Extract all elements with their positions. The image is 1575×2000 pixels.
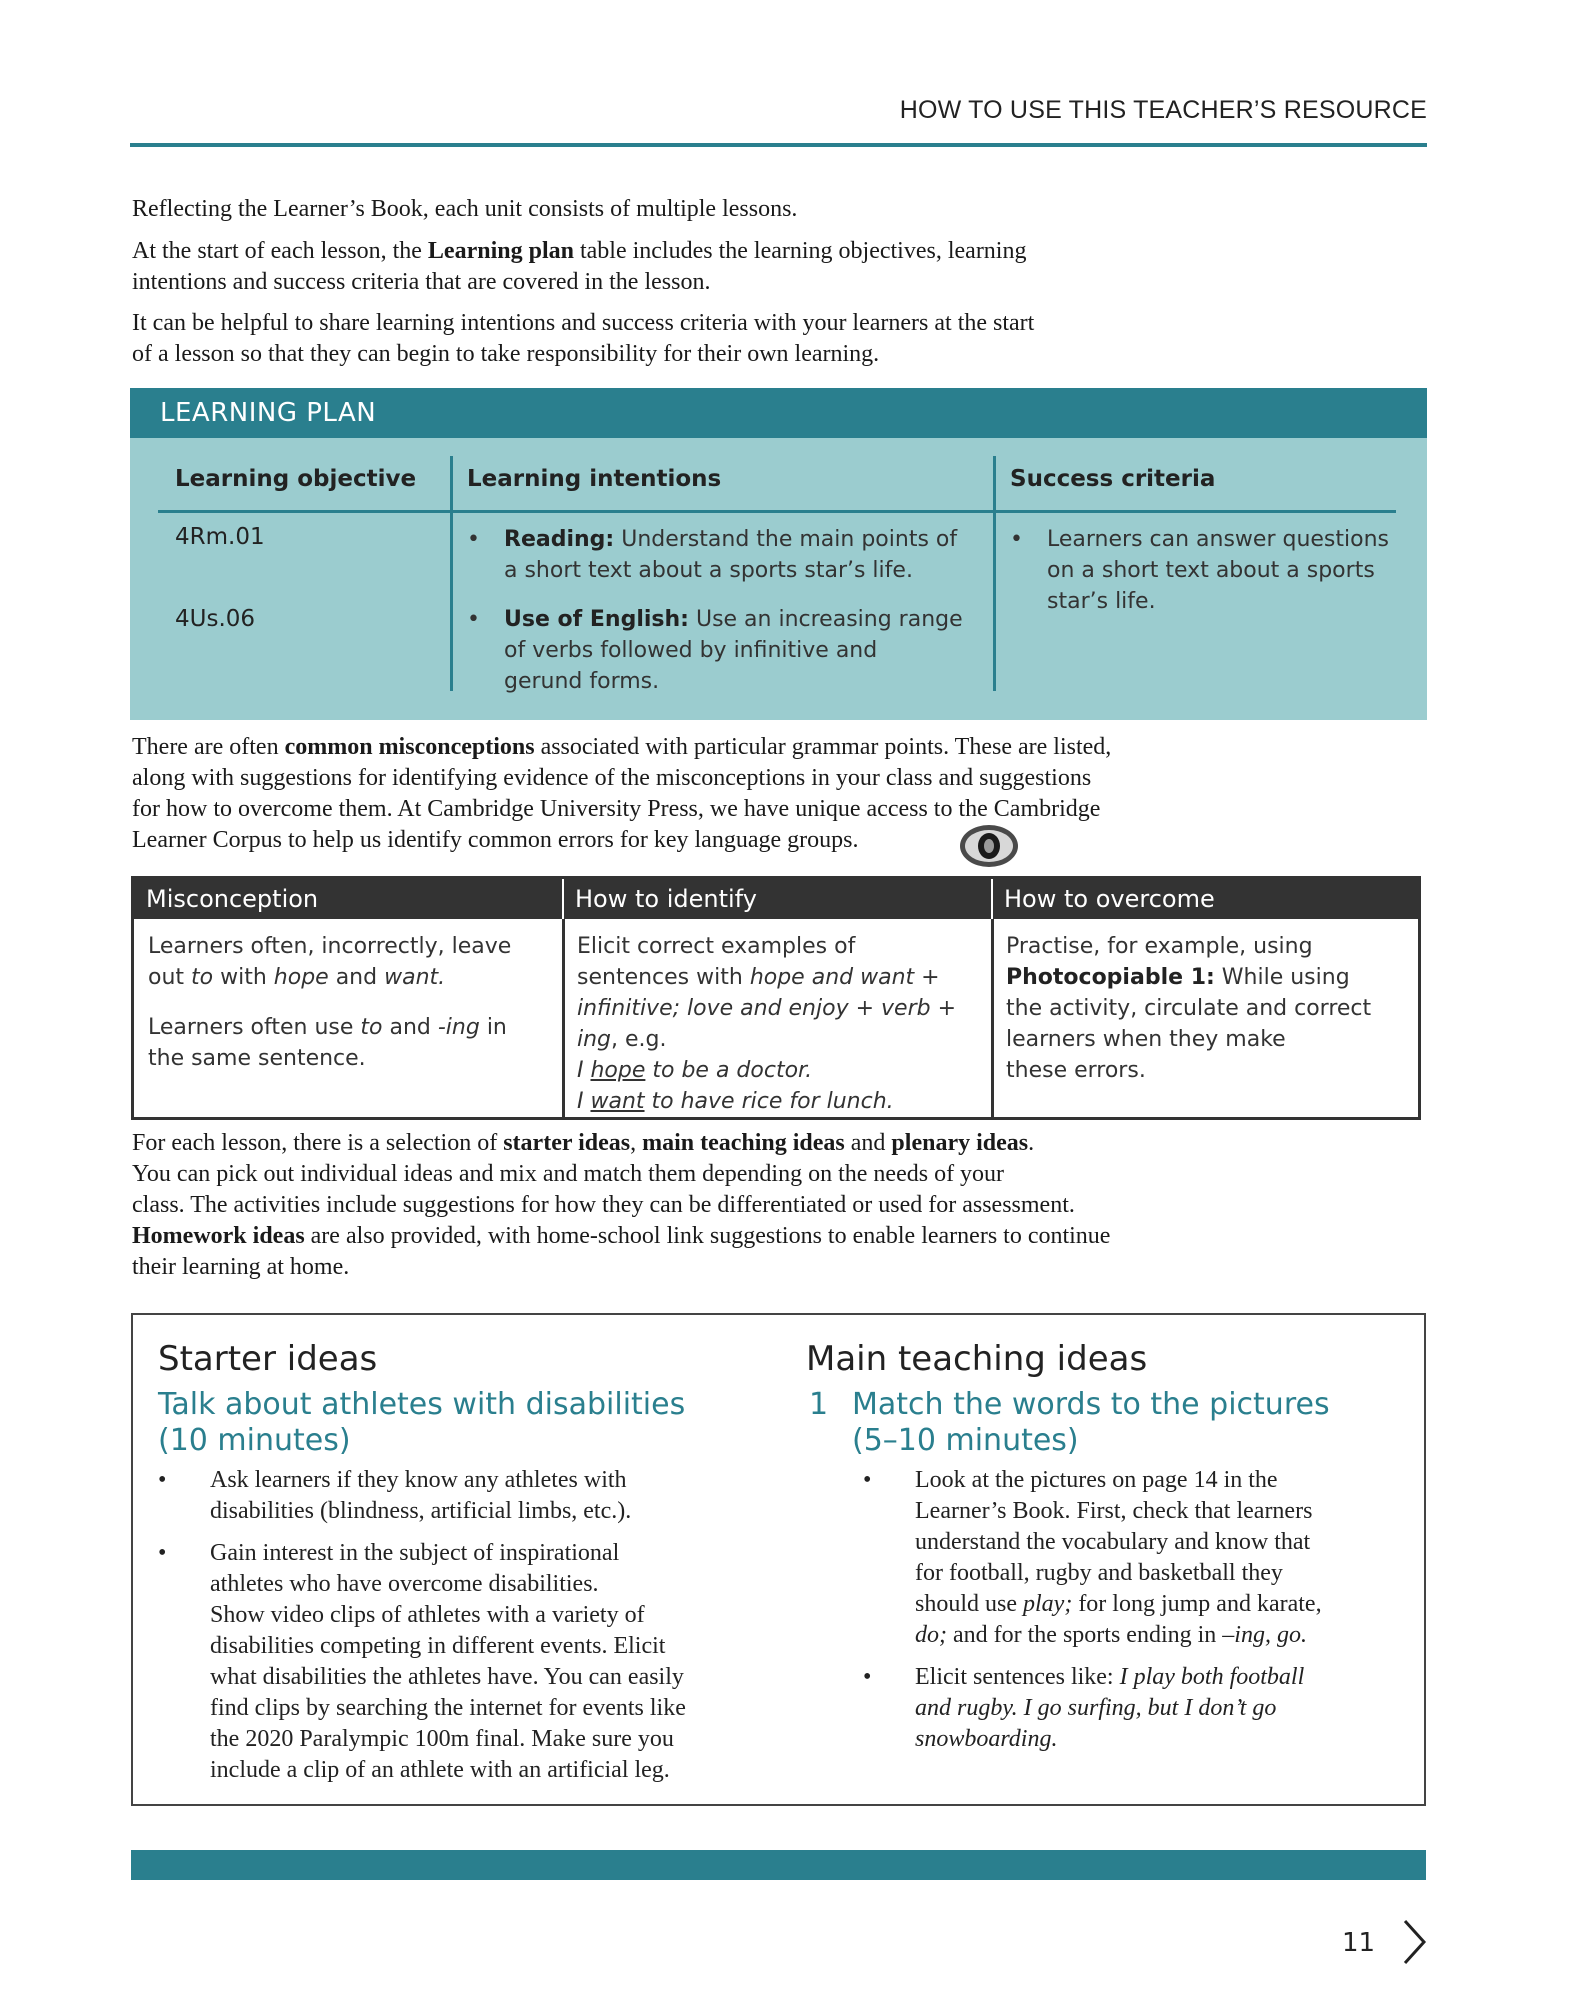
text: Learners often, incorrectly, leave xyxy=(148,934,512,959)
text: should use xyxy=(915,1591,1023,1617)
intro-paragraph-1: Reflecting the Learner’s Book, each unit consists of multiple lessons. xyxy=(132,196,798,222)
text: in xyxy=(479,1015,507,1040)
text: While using xyxy=(1214,965,1350,990)
objective-code: 4Us.06 xyxy=(175,606,256,632)
text xyxy=(504,524,977,586)
list-item xyxy=(863,1465,1403,1651)
main-bullets xyxy=(863,1465,1403,1766)
text: gerund forms. xyxy=(504,669,660,694)
bullet: • xyxy=(467,607,480,632)
learning-plan-bold: Learning plan xyxy=(427,238,574,264)
text: I xyxy=(577,1058,591,1083)
text: of verbs followed by infinitive and xyxy=(504,638,878,663)
text: , xyxy=(630,1130,643,1156)
text: a short text about a sports star’s life. xyxy=(504,558,913,583)
text: disabilities competing in different events. Elicit xyxy=(210,1633,666,1659)
text: to have rice for lunch. xyxy=(644,1089,894,1114)
text: class. The activities include suggestions for how they can be differentiated or used for assessment. xyxy=(132,1192,1075,1218)
corpus-eye-icon xyxy=(958,822,1020,870)
bullet: • xyxy=(1010,527,1023,552)
criteria-item xyxy=(1010,524,1410,617)
text: At the start of each lesson, the xyxy=(132,238,428,264)
text: disabilities (blindness, artificial limbs, etc.). xyxy=(210,1498,632,1524)
text: Match the words to the pictures xyxy=(852,1387,1330,1422)
text xyxy=(504,604,977,697)
overcome-cell xyxy=(1006,931,1411,1086)
header-divider xyxy=(562,879,564,919)
bullet: • xyxy=(158,1467,167,1493)
list-item xyxy=(158,1465,758,1527)
text: with xyxy=(213,965,274,990)
learning-plan-title: LEARNING PLAN xyxy=(130,388,1427,438)
text: to xyxy=(360,1015,383,1040)
text: are also provided, with home-school link suggestions to enable learners to continue xyxy=(304,1223,1111,1249)
text: and for the sports ending in xyxy=(947,1622,1223,1648)
text: Use an increasing range xyxy=(688,607,963,632)
text: intentions and success criteria that are covered in the lesson. xyxy=(132,269,711,295)
text: , e.g. xyxy=(611,1027,667,1052)
header-underline xyxy=(996,510,1396,513)
learning-plan-table xyxy=(130,438,1427,720)
col-how-to-identify: How to identify xyxy=(575,885,757,913)
text: do; xyxy=(915,1622,947,1648)
photocopiable-bold: Photocopiable 1: xyxy=(1006,965,1215,990)
text: Look at the pictures on page 14 in the xyxy=(915,1467,1278,1493)
table-header-row xyxy=(134,879,1418,919)
main-activity-title xyxy=(852,1387,1392,1459)
intention-item xyxy=(467,604,977,697)
text: Show video clips of athletes with a variety of xyxy=(210,1602,645,1628)
main-teaching-ideas-title: Main teaching ideas xyxy=(806,1339,1148,1379)
text: to be a doctor. xyxy=(645,1058,813,1083)
text: (5–10 minutes) xyxy=(852,1423,1079,1458)
text: It can be helpful to share learning intentions and success criteria with your learners at the start xyxy=(132,310,1035,336)
starter-bullets xyxy=(158,1465,758,1797)
text: Understand the main points of xyxy=(614,527,958,552)
text: out xyxy=(148,965,192,990)
text: Gain interest in the subject of inspirational xyxy=(210,1540,620,1566)
misconception-cell xyxy=(148,931,553,1074)
bullet: • xyxy=(467,527,480,552)
text: Learners often use xyxy=(148,1015,361,1040)
chevron-right-icon[interactable] xyxy=(1400,1918,1428,1966)
identify-cell xyxy=(577,931,982,1117)
header-divider xyxy=(991,879,993,919)
col-success-criteria: Success criteria xyxy=(1010,466,1216,492)
column-divider xyxy=(450,456,453,691)
text: starter ideas xyxy=(503,1130,631,1156)
col-learning-intentions: Learning intentions xyxy=(467,466,722,492)
text: on a short text about a sports xyxy=(1047,558,1375,583)
misconceptions-table xyxy=(131,876,1421,1120)
text: the activity, circulate and correct xyxy=(1006,996,1372,1021)
text: to xyxy=(191,965,214,990)
header-rule xyxy=(130,143,1427,147)
text: want xyxy=(590,1089,645,1114)
text: include a clip of an athlete with an artificial leg. xyxy=(210,1757,670,1783)
text: their learning at home. xyxy=(132,1254,350,1280)
starter-activity-title xyxy=(158,1387,718,1459)
text: for how to overcome them. At Cambridge University Press, we have unique access to the Cambridge xyxy=(132,796,1101,822)
list-item xyxy=(158,1538,758,1786)
text: the 2020 Paralympic 100m final. Make sure you xyxy=(210,1726,674,1752)
text: athletes who have overcome disabilities. xyxy=(210,1571,599,1597)
misconception-1 xyxy=(148,931,553,993)
text: Elicit correct examples of xyxy=(577,934,856,959)
text: . xyxy=(1028,1130,1035,1156)
text: table includes the learning objectives, learning xyxy=(573,238,1027,264)
text xyxy=(1047,524,1410,617)
text: Ask learners if they know any athletes with xyxy=(210,1467,627,1493)
text: For each lesson, there is a selection of xyxy=(132,1130,504,1156)
misconception-2 xyxy=(148,1012,553,1074)
bullet: • xyxy=(863,1664,872,1690)
text: hope xyxy=(590,1058,646,1083)
text: associated with particular grammar points. These are listed, xyxy=(534,734,1112,760)
text: and xyxy=(328,965,385,990)
text: Elicit sentences like: xyxy=(915,1664,1120,1690)
text: –ing, go. xyxy=(1222,1622,1307,1648)
text: infinitive; love and enjoy + verb + xyxy=(577,996,957,1021)
list-item xyxy=(863,1662,1403,1755)
text: for long jump and karate, xyxy=(1072,1591,1322,1617)
bullet: • xyxy=(863,1467,872,1493)
text: and rugby. I go surfing, but I don’t go xyxy=(915,1695,1277,1721)
text: hope and want + xyxy=(749,965,940,990)
homework-ideas-bold: Homework ideas xyxy=(132,1223,305,1249)
text: understand the vocabulary and know that xyxy=(915,1529,1311,1555)
use-of-english-label: Use of English: xyxy=(504,607,689,632)
text: play; xyxy=(1023,1591,1073,1617)
col-learning-objective: Learning objective xyxy=(175,466,417,492)
text: want. xyxy=(384,965,446,990)
intention-item xyxy=(467,524,977,586)
text: what disabilities the athletes have. You can easily xyxy=(210,1664,684,1690)
intro-paragraph-2 xyxy=(132,236,1232,298)
text: and xyxy=(844,1130,892,1156)
starter-ideas-title: Starter ideas xyxy=(158,1339,378,1379)
ideas-intro xyxy=(132,1128,1282,1283)
activity-number: 1 xyxy=(809,1387,829,1422)
text: -ing xyxy=(437,1015,480,1040)
text: ing xyxy=(577,1027,612,1052)
column-divider xyxy=(993,456,996,691)
text: along with suggestions for identifying evidence of the misconceptions in your class and suggestions xyxy=(132,765,1092,791)
text: for football, rugby and basketball they xyxy=(915,1560,1283,1586)
text: star’s life. xyxy=(1047,589,1156,614)
intro-paragraph-3 xyxy=(132,308,1232,370)
bullet: • xyxy=(158,1540,167,1566)
text: of a lesson so that they can begin to take responsibility for their own learning. xyxy=(132,341,880,367)
text: You can pick out individual ideas and mix and match them depending on the needs of your xyxy=(132,1161,1005,1187)
text: and xyxy=(382,1015,438,1040)
text: Practise, for example, using xyxy=(1006,934,1313,959)
text: main teaching ideas xyxy=(642,1130,845,1156)
text: the same sentence. xyxy=(148,1046,366,1071)
misconceptions-intro xyxy=(132,732,1282,856)
page-number: 11 xyxy=(1342,1928,1376,1958)
ideas-box xyxy=(131,1313,1426,1806)
footer-bar xyxy=(131,1850,1426,1880)
text: There are often xyxy=(132,734,285,760)
text: snowboarding. xyxy=(915,1726,1058,1752)
text: these errors. xyxy=(1006,1058,1146,1083)
header-underline xyxy=(453,510,993,513)
text: hope xyxy=(273,965,329,990)
header-underline xyxy=(158,510,450,513)
text: Learner’s Book. First, check that learners xyxy=(915,1498,1313,1524)
text: plenary ideas xyxy=(891,1130,1029,1156)
text: (10 minutes) xyxy=(158,1423,351,1458)
text: sentences with xyxy=(577,965,750,990)
text: find clips by searching the internet for events like xyxy=(210,1695,686,1721)
text: I xyxy=(577,1089,591,1114)
text: I play both football xyxy=(1119,1664,1305,1690)
text: Talk about athletes with disabilities xyxy=(158,1387,686,1422)
col-misconception: Misconception xyxy=(146,885,319,913)
objective-code: 4Rm.01 xyxy=(175,524,265,550)
text: learners when they make xyxy=(1006,1027,1286,1052)
running-header: HOW TO USE THIS TEACHER’S RESOURCE xyxy=(899,96,1427,124)
reading-label: Reading: xyxy=(504,527,615,552)
text: Learners can answer questions xyxy=(1047,527,1389,552)
common-misconceptions-bold: common misconceptions xyxy=(284,734,535,760)
text: Learner Corpus to help us identify common errors for key language groups. xyxy=(132,827,859,853)
col-how-to-overcome: How to overcome xyxy=(1004,885,1215,913)
